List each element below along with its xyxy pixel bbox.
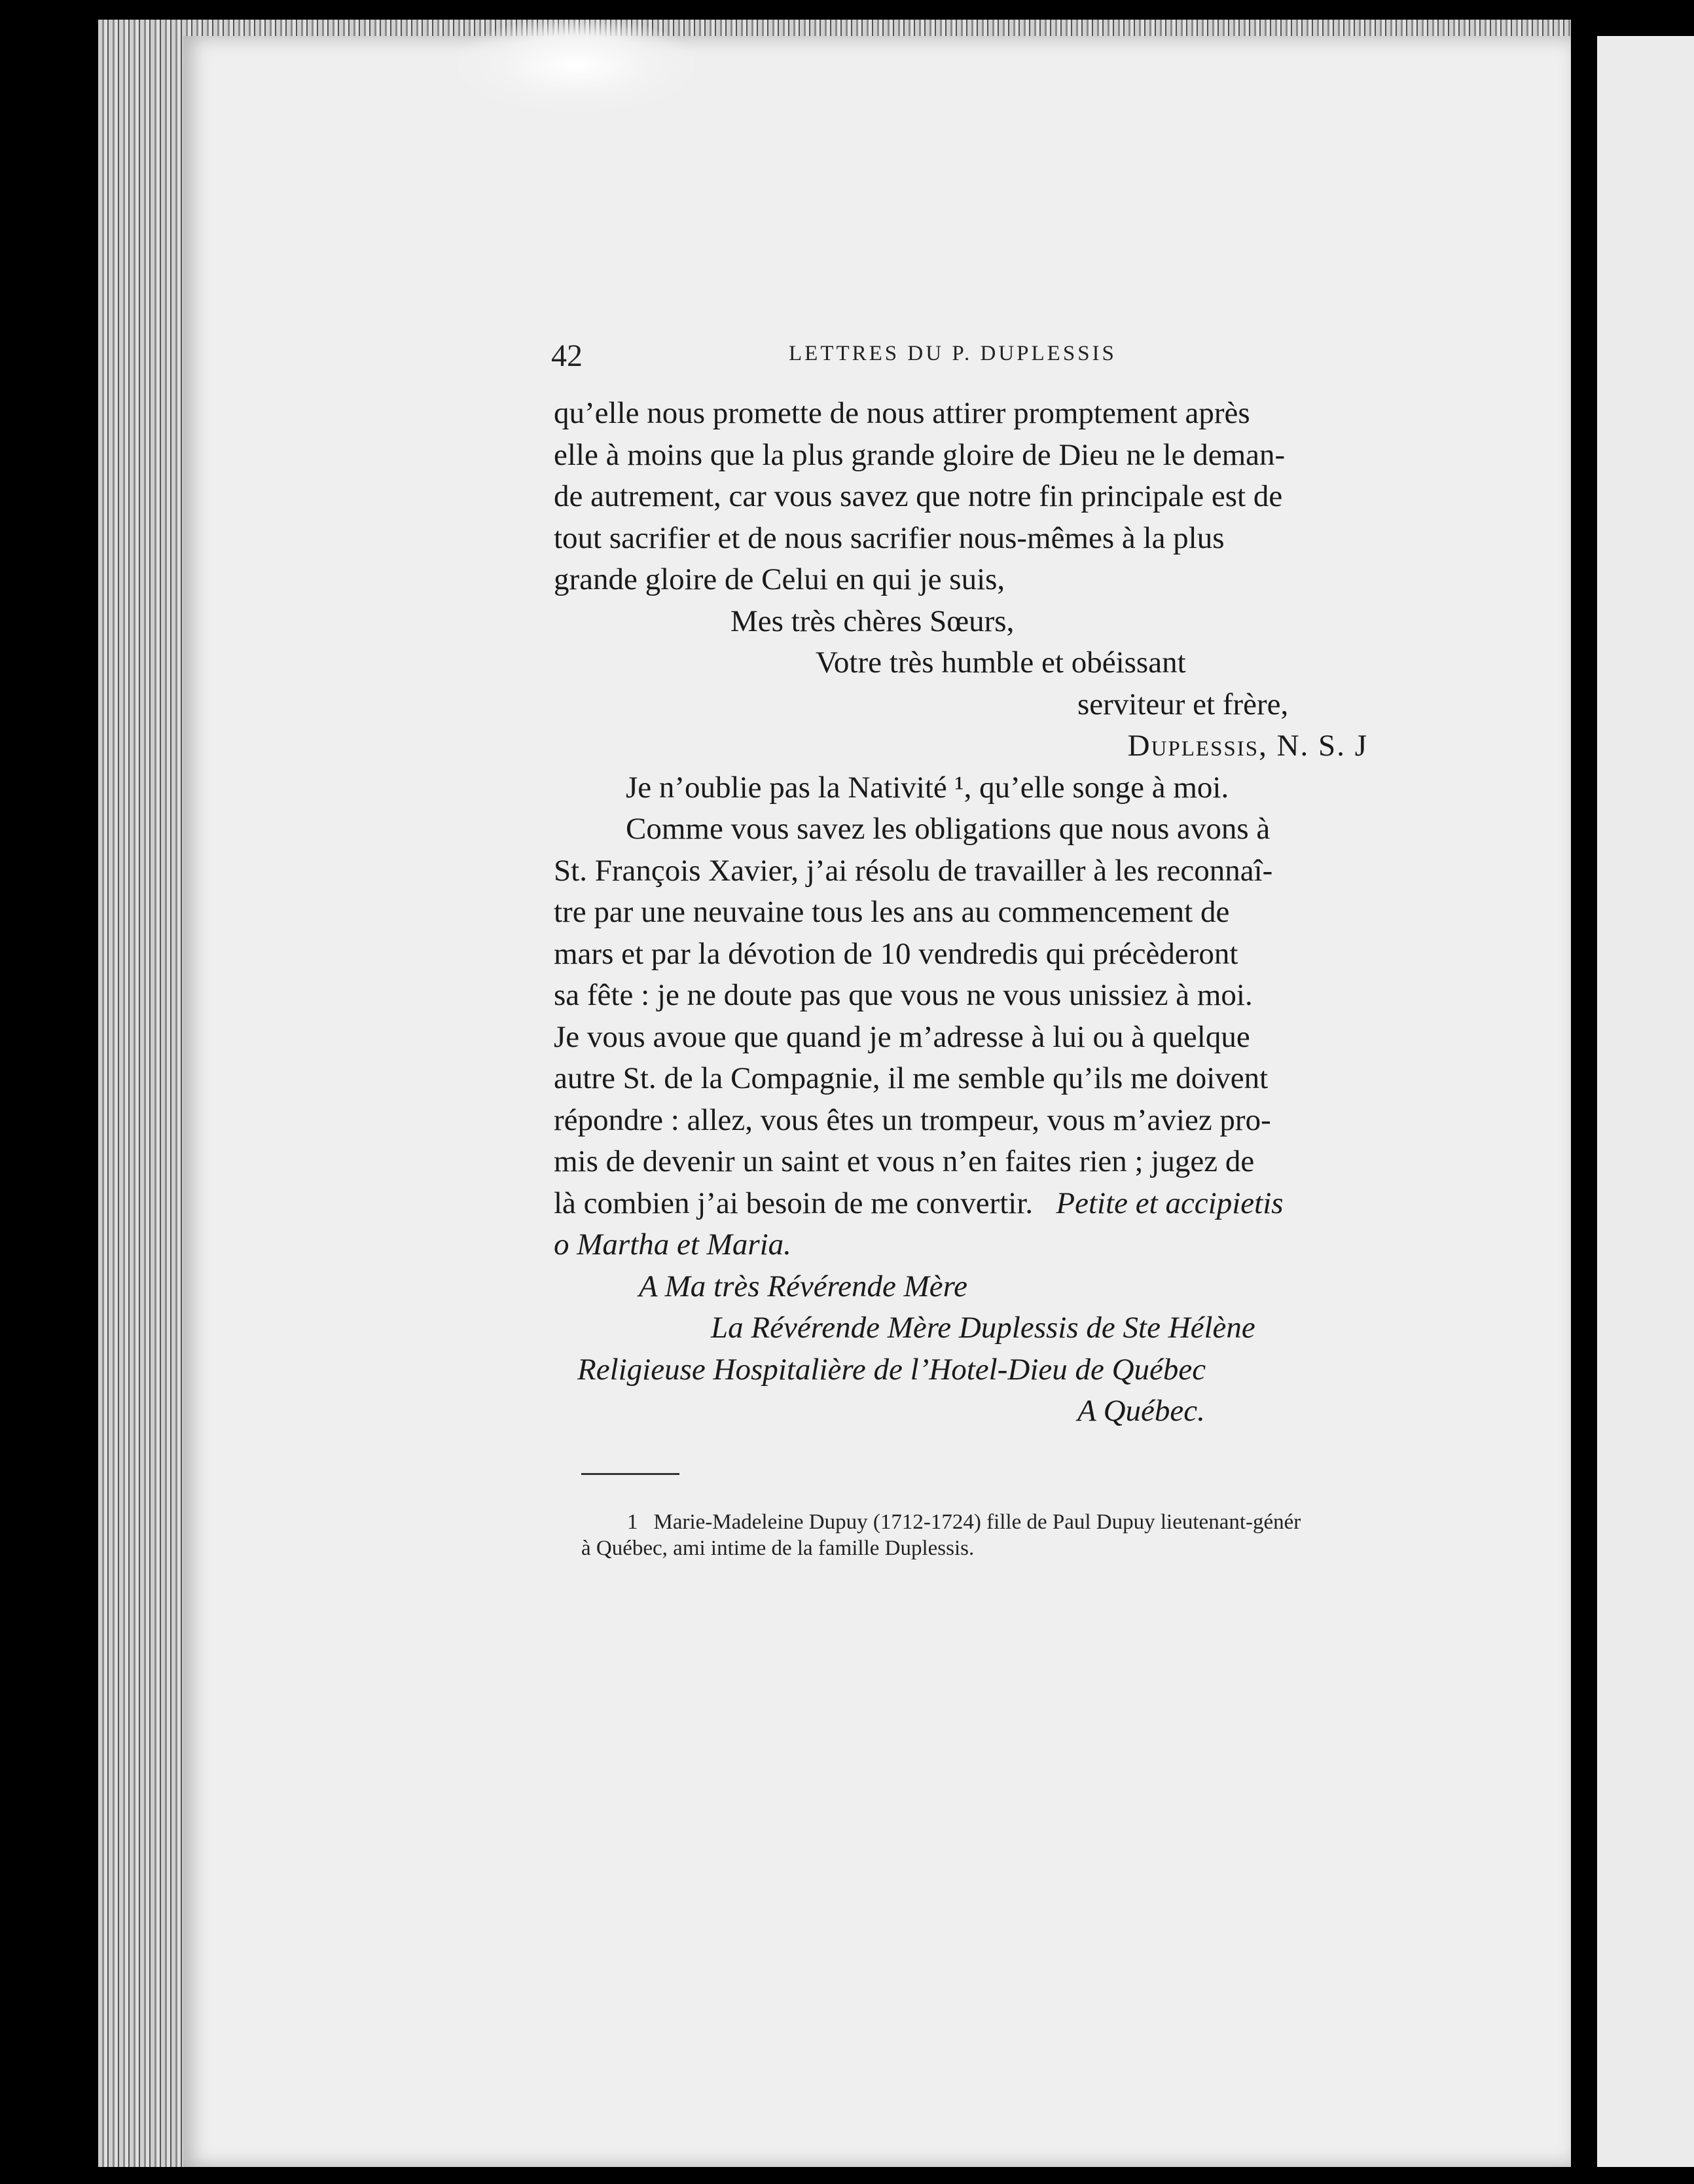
address-line: La Révérende Mère Duplessis de Ste Hélène	[711, 1311, 1255, 1345]
page-number: 42	[551, 338, 583, 373]
text-line	[554, 1183, 1398, 1225]
text-line: mars et par la dévotion de 10 vendredis qui précèderont	[554, 936, 1238, 971]
running-title: LETTRES DU P. DUPLESSIS	[789, 342, 1117, 365]
text-line: de autrement, car vous savez que notre fin principale est de	[554, 479, 1283, 513]
text-roman: là combien j’ai besoin de me convertir.	[554, 1186, 1034, 1220]
footnote	[581, 1509, 1399, 1561]
text-line: St. François Xavier, j’ai résolu de travailler à les reconnaî-	[554, 853, 1273, 888]
letter-body	[554, 393, 1398, 1432]
text-line: mis de devenir un saint et vous n’en faites rien ; jugez de	[554, 1144, 1255, 1178]
text-line: elle à moins que la plus grande gloire de Dieu ne le deman-	[554, 437, 1286, 472]
address-line: A Ma très Révérende Mère	[639, 1269, 967, 1303]
footnote-rule	[581, 1473, 679, 1475]
text-line: répondre : allez, vous êtes un trompeur, vous m’aviez pro-	[554, 1102, 1271, 1137]
salutation: Mes très chères Sœurs,	[730, 604, 1015, 638]
text-line: autre St. de la Compagnie, il me semble qu’ils me doivent	[554, 1061, 1269, 1095]
footnote-text: Marie-Madeleine Dupuy (1712-1724) fille de Paul Dupuy lieutenant-génér	[653, 1510, 1301, 1534]
latin-quote-end: o Martha et Maria.	[554, 1228, 791, 1262]
latin-quote: Petite et accipietis	[1056, 1186, 1284, 1220]
address-line: Religieuse Hospitalière de l’Hotel-Dieu de Québec	[577, 1352, 1206, 1387]
text-line: tre par une neuvaine tous les ans au commencement de	[554, 895, 1230, 929]
text-line: sa fête : je ne doute pas que vous ne vous unissiez à moi.	[554, 978, 1253, 1012]
text-line: qu’elle nous promette de nous attirer promptement après	[554, 396, 1250, 430]
text-line: grande gloire de Celui en qui je suis,	[554, 562, 1005, 596]
closing-formula: Votre très humble et obéissant	[816, 646, 1186, 680]
postscript: Je n’oublie pas la Nativité ¹, qu’elle songe à moi.	[626, 770, 1229, 805]
footnote-line	[581, 1509, 1399, 1535]
text-line: Je vous avoue que quand je m’adresse à lui ou à quelque	[554, 1019, 1250, 1054]
address-line: A Québec.	[1077, 1394, 1205, 1428]
signature: Duplessis, N. S. J	[1127, 729, 1368, 763]
facing-page-edge	[1597, 36, 1694, 2167]
footnote-marker: 1	[627, 1510, 638, 1534]
scan-blemish	[458, 20, 694, 111]
text-line: Comme vous savez les obligations que nous avons à	[626, 812, 1270, 846]
book-gutter	[1571, 20, 1597, 2180]
text-line: tout sacrifier et de nous sacrifier nous-mêmes à la plus	[554, 520, 1225, 555]
closing-formula: serviteur et frère,	[1077, 687, 1289, 721]
footnote-line: à Québec, ami intime de la famille Duplessis.	[581, 1537, 975, 1560]
